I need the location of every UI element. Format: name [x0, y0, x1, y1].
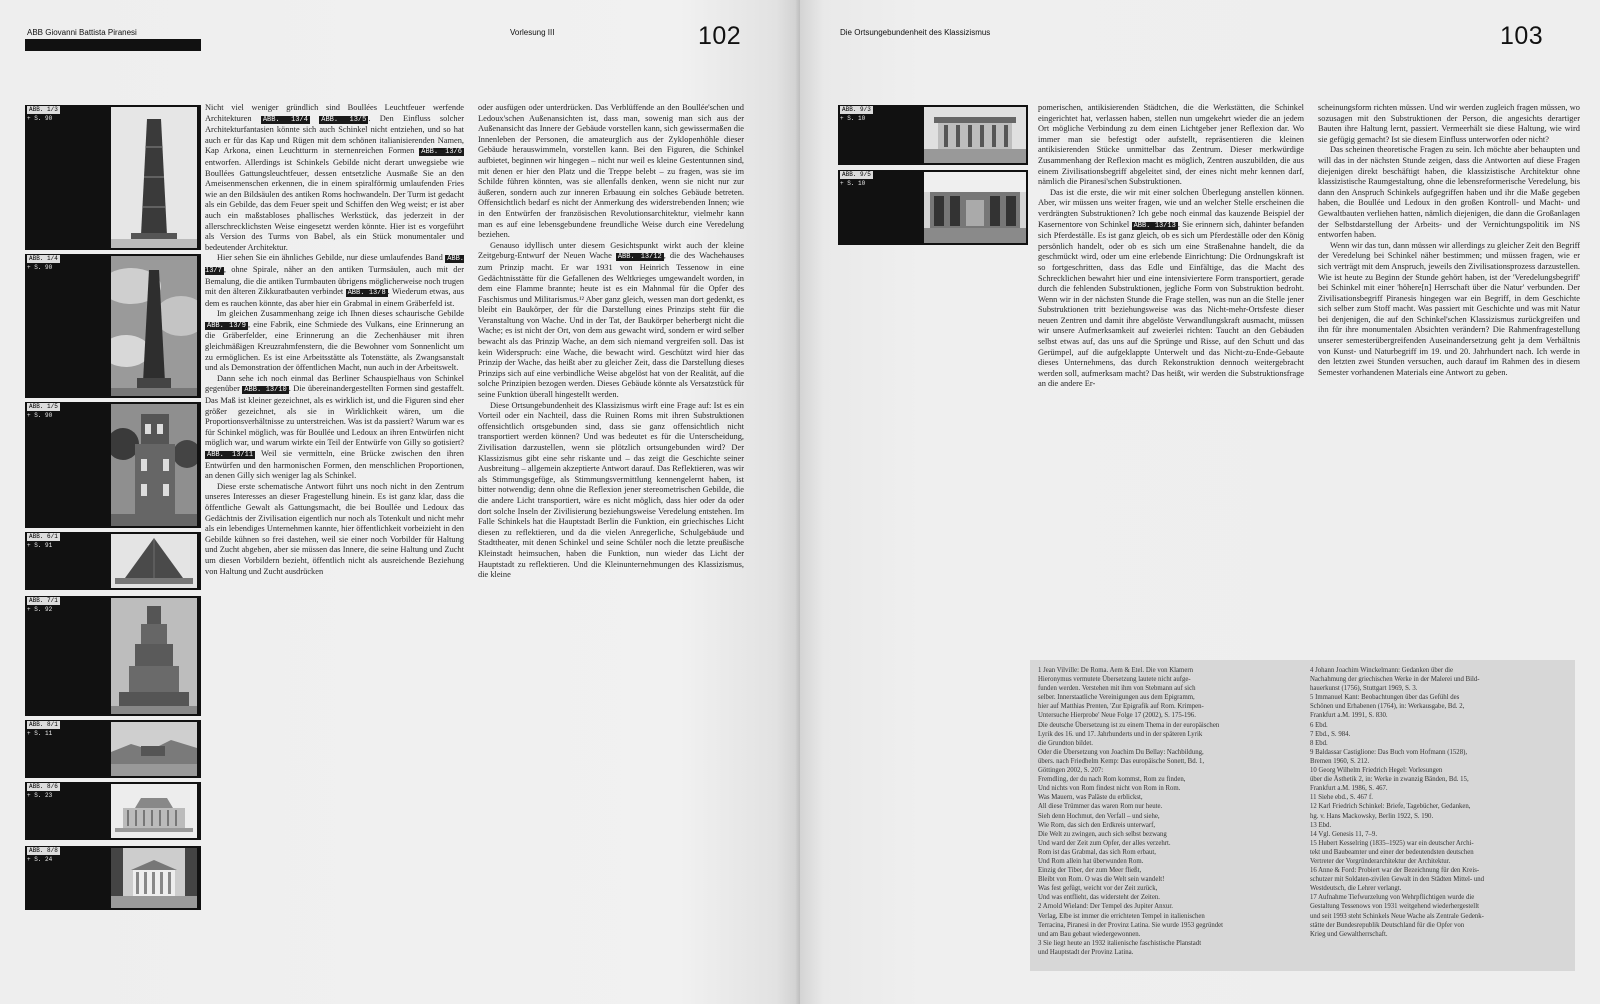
endnote-line: tekt und Baubeamter und einer der bedeutendsten deutschen: [1310, 848, 1474, 856]
endnote-line: schutzer mit Soldaten-zivilen Gewalt in den Städten Mittel- und: [1310, 876, 1485, 884]
figure-image: [111, 722, 199, 776]
endnote-line: Und ward der Zeit zum Opfer, der alles verzehrt.: [1038, 839, 1171, 847]
endnote-line: und seit 1993 steht Schinkels Neue Wache als Zentrale Gedenk-: [1310, 912, 1484, 920]
endnote-line: 11 Siehe ebd., S. 467 f.: [1310, 794, 1373, 802]
endnote-line: Frankfurt a.M. 1991, S. 830.: [1310, 712, 1388, 720]
endnote-line: Oder die Übersetzung von Joachim Du Bellay: Nachbildung,: [1038, 748, 1204, 756]
endnote-line: Und nichts von Rom findest nicht von Rom in Rom.: [1038, 785, 1181, 793]
paragraph: Wenn wir das tun, dann müssen wir allerdings zu gleicher Zeit den Begriff der Veredelung bei Schinkel näher bestimmen; und müssen fragen, wie er sich verträgt mit dem Anspruch, jeweils den Zivilisationsprozess darzustellen. Wie ist heute zu Beginn der Stunde gehört haben, ist der 'Veredelungsbegriff' bei Schinkel mit einer 'höhere[n] Herrschaft über die Natur' verbunden. Der Zivilisationsbegriff Piranesis hingegen war ein Begriff, in dem Geschichte sich selber zum Stoff macht. Was passiert mit Geschichte und was mit Natur bei denjenigen, die auf den Schinkel'schen Klassizismus zurückgreifen und ihn für ihre monumentalen Absichten verändern? Die Rahmenfragestellung unserer semesterübergreifenden Auseinandersetzung geht ja dem Verhältnis von Kunst- und Naturbegriff im 19. und 20. Jahrhundert nach. Ich werde in den letzten zwei Stunden versuchen, auch darauf im Rahmen des in diesem Semester vorhandenen Materials eine Antwort zu geben.: [1318, 240, 1580, 377]
left-body-column-2: [478, 103, 744, 955]
endnote-line: Und was entflieht, das widersteht der Zeiten.: [1038, 894, 1160, 902]
paragraph: oder ausfügen oder unterdrücken. Das Verblüffende an den Boullée'schen und Ledoux'schen Außenansichten ist, dass man, sowenig man sich aus der Außenansicht das Innere der Gebäude vorstellen kann, sich gewissermaßen die Innenleben der Personen, die amateurglich aus der Zyklopenhöhle dieser Gebäude herauswimmeln, vorstellen kann. Bei den Figuren, die Schinkel aufbietet, beginnen wir hingegen – nicht nur weil es kleine Gestentunnen sind, mit denen er hier den Platz und die Treppe belebt – zu fragen, was sie im Schilde führen könnten, was sie allenfalls denken, wenn sie nicht nur zur äußeren, sondern auch zur inneren Erbauung ein solches Gebäude betreten. Offensichtlich bedarf es nicht der Anmerkung des widerstrebenden Innen; wie in den Entwürfen der französischen Revolutionsarchitektur, vielmehr kann man es auf eine lebensgebundene freundliche Weise durch eine Veredelung beziehen.: [478, 103, 744, 240]
figure-page-ref: + S. 90: [27, 264, 53, 271]
endnote-line: 16 Anne & Ford: Probiert war der Bezeichnung für den Kreis-: [1310, 867, 1480, 875]
endnote-line: Westdeutsch, die Lehrer verlangt.: [1310, 885, 1402, 893]
figure-temple-facade: [25, 846, 201, 910]
endnote-line: 15 Hubert Kesselring (1835–1925) war ein deutscher Archi-: [1310, 839, 1474, 847]
figure-neue-wache: [838, 105, 1028, 165]
endnote-line: Krieg und Gewaltherrschaft.: [1310, 930, 1388, 938]
figure-reference: ABB. 13/5: [321, 115, 367, 124]
figure-label: ABB. 8/8: [29, 847, 58, 854]
endnote-line: Nachahmung der griechischen Werke in der Malerei und Bild-: [1310, 676, 1480, 684]
paragraph: Im gleichen Zusammenhang zeige ich Ihnen dieses schaurische Gebilde ABB. 13/9 , eine Fabrik, eine Schmiede des Vulkans, eine Erinnerung an die Gräberfelder, eine Erinnerung an die Zechenhäuser mit ihren gleichmäßigen Kreuzrahmfenstern, die die Bewohner vom Sonnenlicht um zu ermöglichen. Es ist eine Arbeitsstätte als Totenstätte, als Zwangsanstalt und als Demonstration der öffentlichen Macht, nun auch in der Arbeitswelt.: [205, 309, 464, 373]
endnote-line: 4 Johann Joachim Winckelmann: Gedanken über die: [1310, 667, 1454, 674]
endnote-line: 13 Ebd.: [1310, 821, 1332, 829]
paragraph: Das ist die erste, die wir mit einer solchen Überlegung anstellen können. Aber, wir müssen uns weiter fragen, wie und an welcher Stelle erscheinen die verdrängten Substruktionen? Ich gebe noch einmal das kauzende Beispiel der Kasernentore von Schinkel ABB. 13/13 . Sie erinnern sich, dahinter befanden sich Pferdeställe. Es ist ganz gleich, ob es sich um Pferdeställe oder den König persönlich handelt, oder ob es sich um eine Straßenahne handelt, die da geschmückt wird, oder um eine erlebende Einrichtung: Die Ordnungskraft ist so fortgeschritten, dass das Edle und Einfältige, das die Macht des Schrecklichen bewahrt hier und eine intensiviertere Form transportiert, gerade durch die fehlenden Substruktionen, jegliche Form von Substruktion bedroht. Wenn wir in der nächsten Stunde die Frage stellen, was nun an die Stelle jener Substruktionen tritt beziehungsweise was das Nicht-mehr-Ortsfeste dieser neuen Zentren und damit ihre abgelöste Verwandlungskraft ausmacht, müssen wir unsere Aufmerksamkeit auf zweierlei richten: Taucht an den Gebäuden selbst etwas auf, das uns auf die Sprünge und Risse, auf den Schutt und das Gerümpel, auf die aufgeklappte Unterwelt und das Nicht-zu-Ende-Gebaute dieses Unternehmens, das durch Rekonstruktion dennoch weitergebracht werden soll, aufmerksam macht? Das heißt, wir werden die Substruktionsfrage an die andere Er-: [1038, 187, 1304, 389]
endnotes-column-2: [1310, 666, 1568, 939]
endnote-line: Die deutsche Übersetzung ist zu einem Thema in der europäischen: [1038, 721, 1220, 729]
figure-obelisk-cloudy: [25, 254, 201, 398]
right-body-column-1: [1038, 103, 1304, 633]
figure-page-ref: + S. 90: [27, 412, 53, 419]
paragraph: pomerischen, antikisierenden Städtchen, die die Werkstätten, die Schinkel eingerichtet hat, verlassen haben, stellen nun umgekehrt wieder die an jedem Ort mögliche Verbindung zu dem einen Lichtgeber jener Reflexion dar. Wo immer man sie befestigt oder aufstellt, repräsentieren die kleinen antikisierenden Stücke unmittelbar das Zentrum. Dieser merkwürdige Zusammenhang der Reflexion macht es möglich, Zentren auszubilden, die aus einem Zivilisationsbegriff abgeleitet sind, der eines nicht mehr kennen darf, nämlich die Piranesi'schen Substruktionen.: [1038, 103, 1304, 187]
endnote-line: Schönen und Erhabenen (1764), in: Werkausgabe, Bd. 2,: [1310, 703, 1465, 711]
endnote-line: 17 Aufnahme Tiefwurzelung von Wehrpflichtigen wurde die: [1310, 894, 1475, 902]
endnote-line: Einzig der Tiber, der zum Meer fließt,: [1038, 867, 1142, 875]
figure-page-ref: + S. 11: [27, 730, 53, 737]
endnote-line: Sieh denn Hochmut, den Verfall – und siehe,: [1038, 812, 1160, 820]
endnote-line: 2 Arnold Wieland: Der Tempel des Jupiter Anxur.: [1038, 903, 1173, 911]
endnote-line: Die Welt zu zwingen, auch sich selbst bezwang: [1038, 830, 1167, 838]
figure-label: ABB. 8/6: [29, 783, 58, 790]
paragraph: Hier sehen Sie ein ähnliches Gebilde, nur diese umlaufendes Band ABB. 13/7 , ohne Spirale, näher an den antiken Turmsäulen, auch mit der Bemalung, die die antiken Turmbauten übrigens möglicherweise noch trugen mit den älteren Zikkuratbauten verbindet ABB. 13/8 . Wiederum etwas, aus dem es rauchen könnte, das aber hier ein Grabmal in einem Gräberfeld ist.: [205, 253, 464, 308]
endnotes-column-1: [1038, 666, 1300, 957]
figure-image: [924, 172, 1026, 243]
figure-page-ref: + S. 10: [840, 180, 866, 187]
endnote-line: Frankfurt a.M. 1986, S. 467.: [1310, 785, 1388, 793]
endnote-line: Was Mauern, was Paläste du erblickst,: [1038, 794, 1143, 802]
figure-image: [111, 404, 199, 526]
figure-barracks-gate: [838, 170, 1028, 245]
endnote-line: hauerkunst (1756), Stuttgart 1969, S. 3.: [1310, 685, 1418, 693]
figure-page-ref: + S. 90: [27, 115, 53, 122]
figure-reference: ABB. 13/4: [262, 115, 308, 124]
paragraph: Nicht viel weniger gründlich sind Boullées Leuchtfeuer werfende Architekturen ABB. 13/4 ABB. 13/5 . Den Einfluss solcher Architekturfantasien könnte sich auch Schinkel nicht entziehen, und so hat auch er für das Kap und Rügen mit dem schönen italianisierenden Namen, Kap Arkona, einen Leuchtturm in sternenreichen Formen ABB. 13/6 entworfen. Allerdings ist Schinkels Gebilde nicht derart unwegsiebe wie Boullées Gattungsleuchtfeuer, dessen entsetzliche Ausmaße Sie an den Ameisenmenschen erkennen, die in einem spiralförmig umlaufenden Fries wie an den Bildsäulen des antiken Roms hochwandeln. Der Turm ist gedacht als ein Gebilde, das dem Feuer speit und Schiffen den Weg weist; er ist aber auch ein maßstabloses phallisches Werkstück, das jederzeit in der allerschrecklichsten Weise eingesetzt werden könnte. Hier ist es vorgeführt als Version des Turms von Babel, als ein Stück monumentaler und bedeutender Architektur.: [205, 103, 464, 252]
endnote-line: 5 Immanuel Kant: Beobachtungen über das Gefühl des: [1310, 694, 1460, 702]
figure-theatre-drawing: [25, 782, 201, 840]
endnote-line: 7 Ebd., S. 984.: [1310, 730, 1351, 738]
endnote-line: und Hauptstadt der Provinz Latina.: [1038, 948, 1134, 956]
endnote-line: 8 Ebd.: [1310, 739, 1328, 747]
endnote-line: funden werden. Verstehen mit ihm von Stebmann auf sich: [1038, 685, 1196, 693]
figure-page-ref: + S. 92: [27, 606, 53, 613]
endnote-line: Wie Rom, das sich den Erdkreis unterwarf,: [1038, 821, 1156, 829]
figure-label: ABB. 7/1: [29, 597, 58, 604]
left-body-column-1: [205, 103, 464, 955]
figure-reference: ABB. 13/9: [207, 321, 246, 330]
endnote-line: hier auf Matthias Prenten, 'Zur Epigrafik auf Rom. Krimpen-: [1038, 703, 1204, 711]
figure-reference: ABB. 13/12: [617, 253, 662, 262]
figure-page-ref: + S. 23: [27, 792, 53, 799]
running-header-left: ABB Giovanni Battista Piranesi: [27, 28, 137, 37]
figure-landscape: [25, 720, 201, 778]
figure-label: ABB. 1/5: [29, 403, 58, 410]
endnote-line: über die Ästhetik 2, in: Werke in zwanzig Bänden, Bd. 15,: [1310, 776, 1469, 784]
figure-reference: ABB. 13/8: [347, 289, 386, 298]
endnote-line: Vertreter der Vorgründerarchitektur der Architektur.: [1310, 857, 1451, 865]
page-number: 102: [698, 22, 742, 50]
figure-reference: ABB. 13/7: [205, 255, 464, 275]
endnote-line: Was fest gefügt, weicht vor der Zeit zurück,: [1038, 885, 1158, 893]
endnote-line: Lyrik des 16. und 17. Jahrhunderts und in der späteren Lyrik: [1038, 730, 1203, 738]
figure-label: ABB. 1/3: [29, 106, 58, 113]
figure-label: ABB. 1/4: [29, 255, 58, 262]
figure-image: [111, 256, 199, 396]
endnote-line: Bleibt von Rom. O was die Welt sein wandelt!: [1038, 876, 1165, 884]
endnote-line: Rom ist das Grabmal, das sich Rom erbaut,: [1038, 848, 1156, 856]
figure-label: ABB. 6/1: [29, 533, 58, 540]
header-bar: [25, 39, 201, 51]
endnote-line: und am Bau gebaut wiedergewonnen.: [1038, 930, 1141, 938]
endnote-line: 6 Ebd.: [1310, 721, 1328, 729]
figure-image: [111, 598, 199, 714]
figure-label: ABB. 9/3: [842, 106, 871, 113]
endnote-line: die Grundton bildet.: [1038, 739, 1093, 747]
paragraph: Diese Ortsungebundenheit des Klassizismus wirft eine Frage auf: Ist es ein Vorteil oder ein Nachteil, dass die Ruinen Roms mit ihren Substruktionen offensichtlich ortsgebunden sind, dass sie ganz offensichtlich nicht transportiert werden können? Und was bedeutet es für die Unterscheidung, Zivilisation darzustellen, wenn sie plötzlich ortsungebunden wird? Der Klassizismus gibt eine sehr riskante und – das zeigt die Geschichte seiner Ausbreitung – allgemein akzeptierte Antwort darauf. Das Reflektieren, was wir als Stimmungsgefüge, als Stimmungsvermittlung kennengelernt haben, ist bitter notwendig; denn ohne die Reflexion jener stereometrischen Gebilde, die die andere Licht transportiert, wäre es nicht möglich, dass hier oder da oder dort solche Inseln der Zivilisierung beziehungsweise Veredelung entstehen. Im Falle Schinkels hat die Hauptstadt Berlin die Funktion, ein griechisches Licht diesen zu reflektieren, und da die vielen Anregerliche, Schulgebäude und Stadttheater, mit denen Schinkel und seine Schüler noch die letzte preußische Kleinstadt heimsuchen, haben die Funktion, nun wieder das Licht der Hauptstadt zu reflektieren. Und die Kleinunternehmungen des Klassizismus, die kleine: [478, 400, 744, 580]
figure-page-ref: + S. 10: [840, 115, 866, 122]
endnote-line: 14 Vgl. Genesis 11, 7–9.: [1310, 830, 1378, 838]
endnote-line: 3 Sie liegt heute an 1932 italienische faschistische Planstadt: [1038, 939, 1202, 947]
figure-page-ref: + S. 24: [27, 856, 53, 863]
endnote-line: Göttingen 2002, S. 207:: [1038, 767, 1104, 775]
running-header-center: Die Ortsungebundenheit des Klassizismus: [840, 28, 991, 37]
endnote-line: Gestaltung Tessenows von 1931 weitgehend wiederhergestellt: [1310, 903, 1479, 911]
endnote-line: Und Rom allein hat überwunden Rom.: [1038, 857, 1144, 865]
paragraph: Dann sehe ich noch einmal das Berliner Schauspielhaus von Schinkel gegenüber ABB. 13/10 . Die übereinandergestellten Formen sind gestaffelt. Das Maß ist kleiner gezeichnet, als es wirklich ist, und die Figuren sind eher größer gezeichnet, als sie in Wirklichkeit wären, um die Proportionsverhältnisse zu unterstreichen. Was ist da passiert? Warum war es für Schinkel möglich, was für Boullée und Ledoux an ihren Entwürfen nicht möglich war, und warum wirkte ein Teil der Entwürfe von Gilly so gotisiert? ABB. 13/11 Weil sie vermitteln, eine Brücke zwischen den ihren Entwürfen und den harmonischen Formen, den menschlichen Proportionen, an denen Gilly sich weniger lag als Schinkel.: [205, 373, 464, 481]
endnote-line: 1 Jean Vilville: De Roma. Aem & Etel. Die von Klamern: [1038, 667, 1194, 674]
endnote-line: Terracina, Piranesi in der Provinz Latina. Sie wurde 1953 gegründet: [1038, 921, 1224, 929]
figure-reference: ABB. 13/11: [207, 451, 254, 459]
right-body-column-2: [1318, 103, 1580, 633]
paragraph: Genauso idyllisch unter diesem Gesichtspunkt wirkt auch der kleine Zeitgeburg-Entwurf der Neuen Wache ABB. 13/12 , die des Wachehauses zum Prinzip macht. Er war 1931 von Heinrich Tessenow in eine Gedächtnisstätte für die Gefallenen des Weltkrieges umgewandelt worden, in dem eine Flamme brannte; heute ist es ein Mahnmal für die Opfer des Faschismus und Militarismus.¹² Aber ganz gleich, wessen man dort gedenkt, es bleibt ein Baukörper, der für die Darstellung eines Prinzips steht für die Veranstaltung von Wache. Und in der Tat, der Baukörper beherbergt nicht die Wache; es ist nicht der Ort, von dem aus gewacht wird, sondern er wird selber bewacht als das Prinzip Wache, an dem sich niemand vergreifen soll. Das ist kein Widerspruch: eine Wache, die bewacht wird. Geschützt wird hier das Prinzip der Wache, das heißt aber zu gleicher Zeit, dass die Darstellung dieses Prinzips sich auf eine verbindliche Weise abgelöst hat von der Realität, auf die solche Prinzipien bezogen werden. Dieses Gebäude könnte als Versatzstück für seine Funktion überall hingestellt werden.: [478, 240, 744, 400]
endnote-line: All diese Trümmer das waren Rom nur heute.: [1038, 803, 1163, 811]
endnote-line: hg. v. Hans Mackowsky, Berlin 1922, S. 190.: [1310, 812, 1434, 820]
figure-reference: ABB. 13/6: [421, 148, 462, 157]
figure-label: ABB. 9/5: [842, 171, 871, 178]
paragraph: scheinungsform richten müssen. Und wir werden zugleich fragen müssen, wo sozusagen mit den Substruktionen der Person, die angesichts derartiger Bauten ihre Haltung lernt, passiert. Vermeerhält sie diese Haltung, wie wird sie gefügig gemacht? Ist sie diesem Einfluss unterworfen oder nicht?: [1318, 103, 1580, 144]
endnote-line: stätte der Bundesrepublik Deutschland für die Opfer von: [1310, 921, 1465, 929]
paragraph: Das scheinen theoretische Fragen zu sein. Ich möchte aber behaupten und will das in der nächsten Stunde zeigen, dass die Antworten auf diese Fragen diejenigen direkt beschäftigt haben, die klassizistische Architektur ohne klassizistische Raumgestaltung, ohne die lebensreformerische Veredelung, bis dann den Anspruch Schinkels aufgegriffen haben und ihr die Maße gegeben haben, die Boullée und Ledoux in den großen Kontroll- und Macht- und Gewaltbauten verliehen hatten, nämlich diejenigen, die dann die Großanlagen der Selbstdarstellung der Arbeits- und der Vernichtungspolitik im NS entworfen haben.: [1318, 145, 1580, 240]
endnote-line: Verlag, Elbe ist immer die errichteten Tempel in italienischen: [1038, 912, 1205, 920]
endnote-line: selber. Innerstaatliche Vereinigungen aus dem Epigramm,: [1038, 694, 1195, 702]
endnote-line: übers. nach Friedhelm Kemp: Das europäische Sonett, Bd. 1,: [1038, 757, 1205, 765]
figure-image: [111, 534, 199, 588]
figure-reference: ABB. 13/13: [1133, 221, 1176, 230]
running-header-center: Vorlesung III: [510, 28, 555, 37]
figure-tower-building: [25, 402, 201, 528]
figure-pyramid: [25, 532, 201, 590]
figure-image: [111, 784, 199, 838]
figure-lighthouse-tower: [25, 105, 201, 250]
page-number: 103: [1500, 22, 1544, 50]
figure-stepped-tower: [25, 596, 201, 716]
endnote-line: 12 Karl Friedrich Schinkel: Briefe, Tagebücher, Gedanken,: [1310, 803, 1471, 811]
endnote-line: Bremen 1960, S. 212.: [1310, 757, 1370, 765]
endnote-line: Hieronymus vermutete Übersetzung lautete nicht aufge-: [1038, 676, 1191, 684]
figure-page-ref: + S. 91: [27, 542, 53, 549]
figure-image: [111, 107, 199, 248]
figure-reference: ABB. 13/10: [244, 386, 287, 395]
figure-image: [111, 848, 199, 908]
paragraph: Diese erste schematische Antwort führt uns noch nicht in den Zentrum unseres Interesses an dieser Fragestellung hinein. Es ist ganz klar, dass die öffentliche Gewalt als Gattungsmacht, die bei Boullée und Ledoux das Gedächtnis der Zivilisation eigentlich nur noch als Totenkult und nicht mehr als ein lebendiges Unternehmen kannte, hier öffentlichkeit vorbeizieht in den Gebilde kühnen so frei dastehen, weil sie einer noch Vorbilder für Haltung und Zucht abgeben, aber sie müssen das Innere, die seine Haltung und Zucht um diesen Vorbildern bezieht, öffentlich nicht als ausreichende Beziehung von Haltung und Zucht ausdrücken: [205, 481, 464, 576]
endnote-line: Fremdling, der du nach Rom kommst, Rom zu finden,: [1038, 776, 1186, 784]
endnotes-box: [1030, 660, 1575, 971]
figure-image: [924, 107, 1026, 163]
endnote-line: 10 Georg Wilhelm Friedrich Hegel: Vorlesungen: [1310, 767, 1443, 775]
endnote-line: 9 Baldassar Castiglione: Das Buch vom Hofmann (1528),: [1310, 748, 1468, 756]
endnote-line: Untersuche Hierprobe' Neue Folge 17 (2002), S. 175-196.: [1038, 712, 1196, 720]
figure-label: ABB. 8/1: [29, 721, 58, 728]
